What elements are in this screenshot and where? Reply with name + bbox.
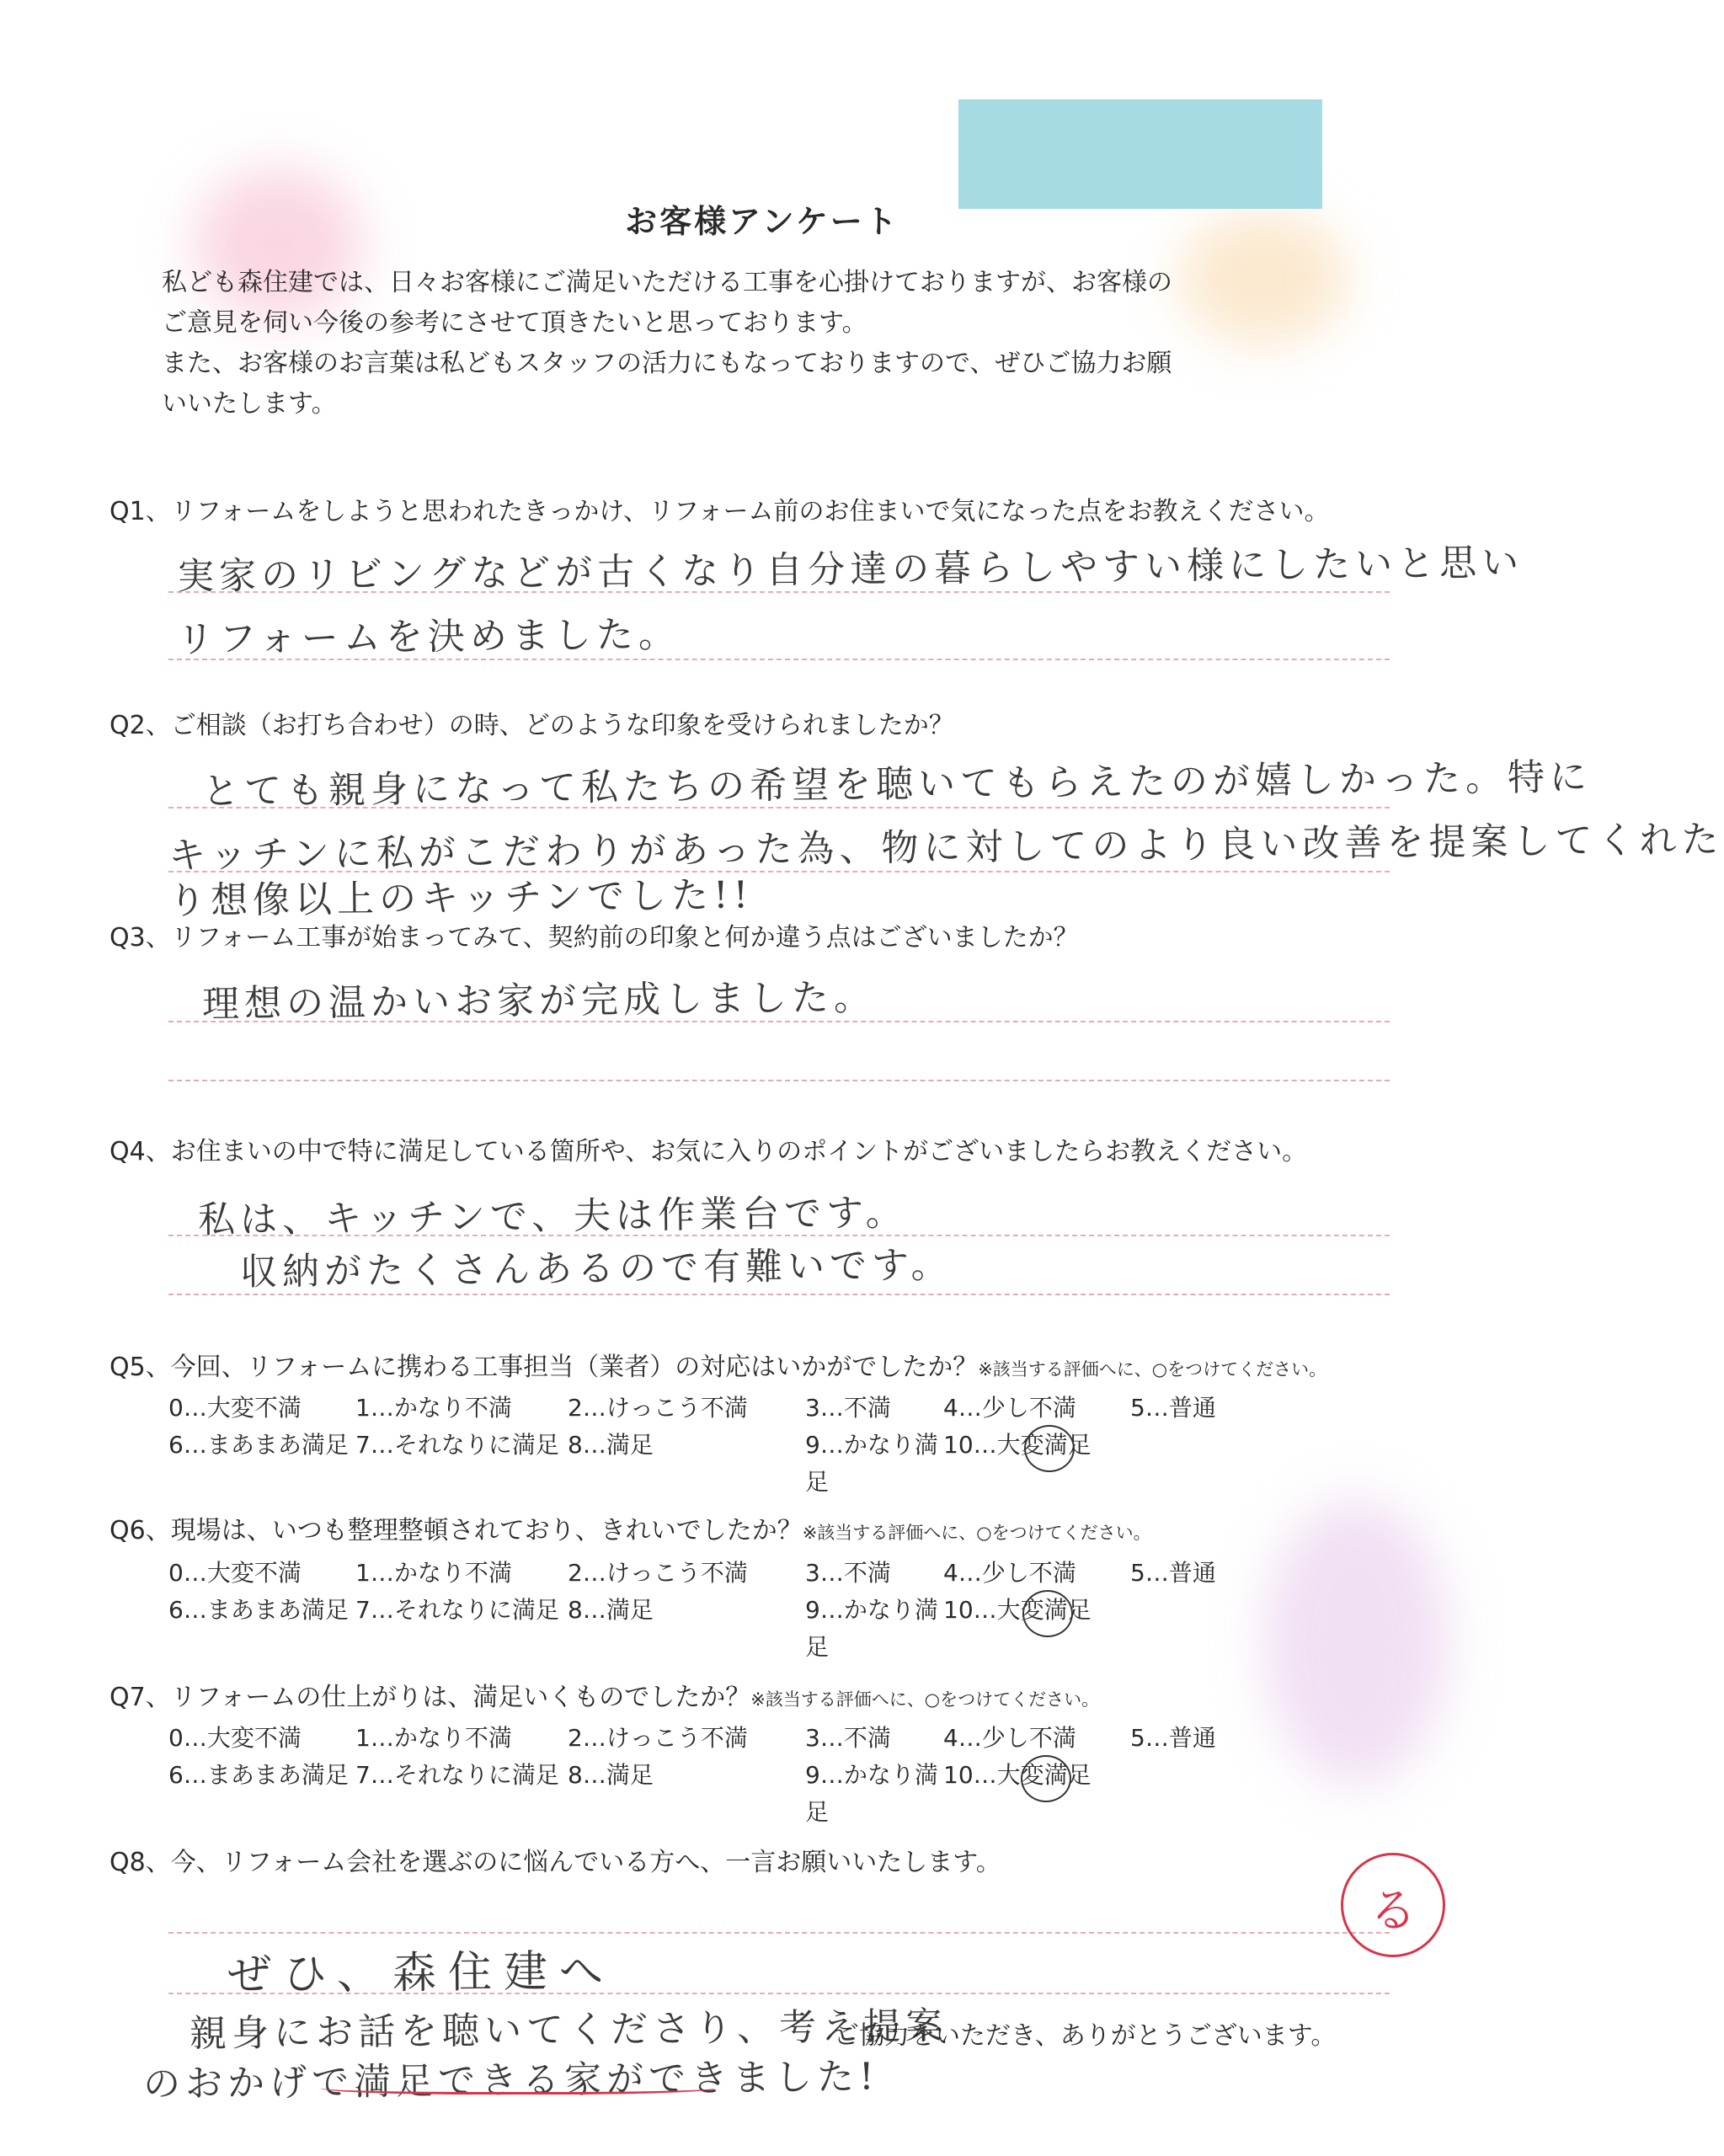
answer-8-line-1[interactable]: ぜひ、森住建へ: [227, 1945, 616, 2001]
rating-option[interactable]: 8…満足: [568, 1596, 654, 1624]
rating-scale-q5: [168, 1390, 1299, 1501]
rating-scale-q7: [168, 1720, 1299, 1831]
question-6-note: ※該当する評価へに、○をつけてください。: [802, 1523, 1151, 1543]
answer-8-line-2[interactable]: 親身にお話を聴いてくださり、考え提案: [189, 2004, 948, 2056]
rating-option[interactable]: 1…かなり不満: [355, 1559, 512, 1587]
rating-option[interactable]: 6…まあまあ満足: [168, 1596, 349, 1624]
intro-line: 私ども森住建では、日々お客様にご満足いただける工事を心掛けておりますが、お客様の: [162, 268, 1172, 297]
rating-option[interactable]: 4…少し不満: [943, 1559, 1076, 1587]
thanks-message: ご協力をいただき、ありがとうございます。: [834, 2021, 1337, 2051]
question-7-text: Q7、リフォームの仕上がりは、満足いくものでしたか？: [109, 1683, 751, 1712]
rating-option[interactable]: 0…大変不満: [168, 1559, 302, 1587]
rating-option[interactable]: 9…かなり満足: [805, 1596, 938, 1661]
answer-line: [168, 1080, 1390, 1081]
rating-option[interactable]: 2…けっこう不満: [568, 1724, 748, 1752]
rating-option[interactable]: 0…大変不満: [168, 1394, 302, 1422]
answer-1-line-1[interactable]: 実家のリビングなどが古くなり自分達の暮らしやすい様にしたいと思い: [176, 541, 1524, 599]
answer-line: [168, 1021, 1390, 1022]
rating-option[interactable]: 0…大変不満: [168, 1724, 302, 1752]
selected-rating-circle: [1022, 1590, 1073, 1637]
question-6: [109, 1509, 1151, 1546]
rating-option[interactable]: 2…けっこう不満: [568, 1559, 748, 1587]
rating-option[interactable]: 7…それなりに満足: [355, 1596, 559, 1624]
rating-option-selected[interactable]: 10…大変満足: [943, 1761, 1092, 1789]
rating-option[interactable]: 3…不満: [805, 1559, 891, 1587]
redacted-block: [958, 99, 1322, 209]
rating-option[interactable]: 7…それなりに満足: [355, 1431, 559, 1459]
intro-line: いいたします。: [162, 389, 337, 419]
question-6-text: Q6、現場は、いつも整理整頓されており、きれいでしたか？: [109, 1516, 803, 1545]
rating-option[interactable]: 3…不満: [805, 1394, 891, 1422]
rating-option-selected[interactable]: 10…大変満足: [943, 1431, 1092, 1459]
selected-rating-circle: [1021, 1755, 1071, 1802]
rating-option[interactable]: 9…かなり満足: [805, 1431, 938, 1496]
answer-line: [168, 591, 1390, 593]
rating-option[interactable]: 4…少し不満: [943, 1394, 1076, 1422]
answer-1-line-2[interactable]: リフォームを決めました。: [176, 612, 681, 662]
rating-option[interactable]: 8…満足: [568, 1431, 654, 1459]
rating-option-selected[interactable]: 10…大変満足: [943, 1596, 1092, 1624]
answer-line: [168, 1993, 1390, 1994]
stamp-character: る: [1369, 1884, 1417, 1939]
answer-line: [168, 659, 1390, 660]
question-2: Q2、ご相談（お打ち合わせ）の時、どのような印象を受けられましたか？: [109, 711, 954, 740]
answer-3-line-1[interactable]: 理想の温かいお家が完成しました。: [201, 975, 877, 1027]
answer-8-line-3[interactable]: のおかげで満足できる家ができました!: [142, 2055, 879, 2106]
intro-line: また、お客様のお言葉は私どもスタッフの活力にもなっておりますので、ぜひご協力お願: [162, 349, 1172, 378]
question-1: Q1、リフォームをしようと思われたきっかけ、リフォーム前のお住まいで気になった点をお教えください。: [109, 497, 1330, 526]
answer-line: [168, 807, 1390, 808]
rating-option[interactable]: 2…けっこう不満: [568, 1394, 748, 1422]
rating-option[interactable]: 9…かなり満足: [805, 1761, 938, 1826]
answer-4-line-1[interactable]: 私は、キッチンで、夫は作業台です。: [197, 1191, 908, 1242]
approval-stamp: [1341, 1853, 1445, 1957]
answer-line: [168, 1932, 1390, 1934]
rating-option[interactable]: 3…不満: [805, 1724, 891, 1752]
selected-rating-circle: [1024, 1425, 1075, 1472]
rating-option[interactable]: 5…普通: [1130, 1394, 1216, 1422]
rating-option[interactable]: 1…かなり不満: [355, 1724, 512, 1752]
page-title: お客様アンケート: [625, 203, 899, 240]
rating-option[interactable]: 7…それなりに満足: [355, 1761, 559, 1789]
question-4: Q4、お住まいの中で特に満足している箇所や、お気に入りのポイントがございましたらお教えください。: [109, 1137, 1308, 1166]
answer-2-line-1[interactable]: とても親身になって私たちの希望を聴いてもらえたのが嬉しかった。特に: [201, 755, 1593, 814]
answer-line: [168, 1294, 1390, 1295]
rating-option[interactable]: 8…満足: [568, 1761, 654, 1789]
question-7-note: ※該当する評価へに、○をつけてください。: [750, 1689, 1100, 1710]
rating-option[interactable]: 1…かなり不満: [355, 1394, 512, 1422]
red-underline-mark: [320, 2079, 716, 2095]
question-5-note: ※該当する評価へに、○をつけてください。: [978, 1359, 1327, 1380]
rating-scale-q6: [168, 1555, 1299, 1666]
rating-option[interactable]: 6…まあまあ満足: [168, 1761, 349, 1789]
question-5-text: Q5、今回、リフォームに携わる工事担当（業者）の対応はいかがでしたか？: [109, 1353, 979, 1382]
intro-text: [162, 263, 1374, 424]
question-5: [109, 1346, 1326, 1383]
rating-option[interactable]: 6…まあまあ満足: [168, 1431, 349, 1459]
rating-option[interactable]: 5…普通: [1130, 1559, 1216, 1587]
intro-line: ご意見を伺い今後の参考にさせて頂きたいと思っております。: [162, 308, 867, 338]
question-3: Q3、リフォーム工事が始まってみて、契約前の印象と何か違う点はございましたか？: [109, 923, 1079, 953]
question-7: [109, 1676, 1099, 1713]
rating-option[interactable]: 5…普通: [1130, 1724, 1216, 1752]
question-8: Q8、今、リフォーム会社を選ぶのに悩んでいる方へ、一言お願いいたします。: [109, 1848, 1001, 1877]
answer-2-line-3[interactable]: り想像以上のキッチンでした!!: [168, 873, 754, 923]
answer-2-line-2[interactable]: キッチンに私がこだわりがあった為、物に対してのより良い改善を提案してくれた: [168, 818, 1724, 878]
answer-4-line-2[interactable]: 収納がたくさんあるので有難いです。: [239, 1243, 953, 1294]
rating-option[interactable]: 4…少し不満: [943, 1724, 1076, 1752]
